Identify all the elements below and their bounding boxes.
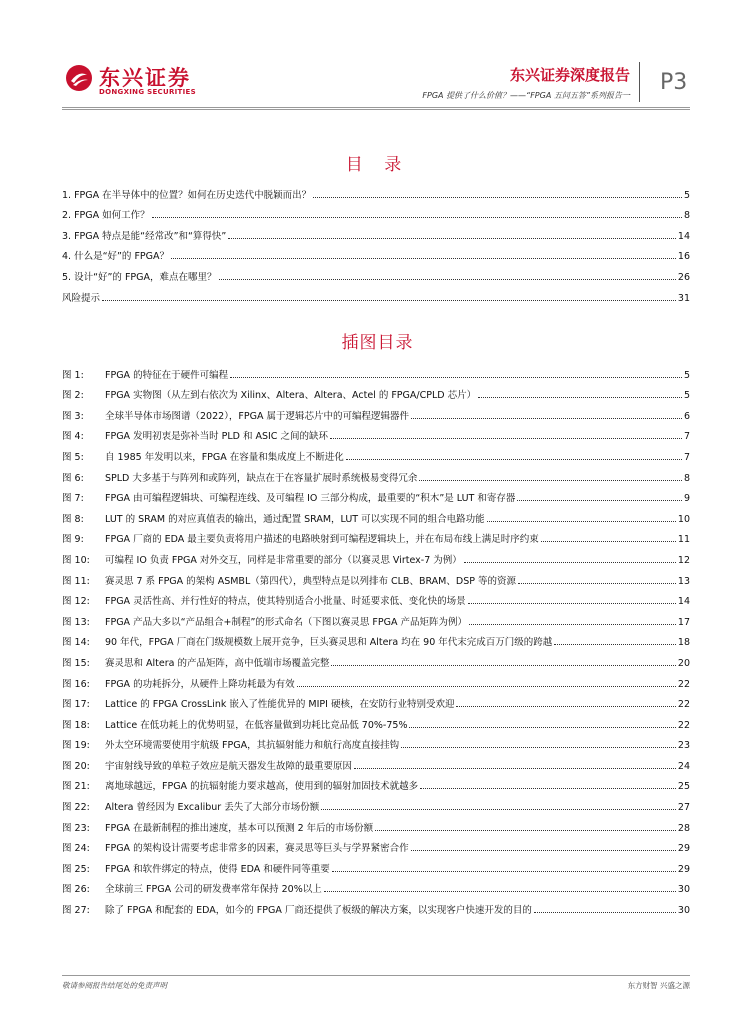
page-ref: 23 (677, 740, 690, 752)
page-ref: 22 (677, 678, 690, 690)
figure-number: 图 2: (62, 390, 84, 402)
leader-dots (375, 830, 676, 831)
figure-entry[interactable] (62, 463, 690, 484)
leader-dots (321, 809, 676, 810)
page-header (0, 0, 755, 112)
figure-caption: FPGA 实物图（从左到右依次为 Xilinx、Altera、Altera、Actel 的 FPGA/CPLD 芯片） (105, 390, 477, 402)
footer-disclaimer: 敬请参阅报告结尾处的免责声明 (62, 981, 167, 990)
toc-list (62, 180, 690, 304)
figure-entry[interactable] (62, 772, 690, 793)
page-ref: 22 (677, 699, 690, 711)
page-ref: 6 (683, 410, 690, 422)
figure-caption: 赛灵思 7 系 FPGA 的架构 ASMBL（第四代），典型特点是以列排布 CLB、BRAM、DSP 等的资源 (105, 575, 516, 587)
header-rule (62, 107, 690, 108)
figure-entry[interactable] (62, 834, 690, 855)
page-ref: 17 (677, 616, 690, 628)
leader-dots (330, 438, 682, 439)
logo-mark-icon (65, 64, 93, 92)
figure-number: 图 14: (62, 637, 90, 649)
toc-entry[interactable] (62, 283, 690, 304)
header-rule-second (62, 109, 690, 110)
figure-caption: 90 年代，FPGA 厂商在门级规模数上展开竞争，巨头赛灵思和 Altera 均在 90 年代末完成百万门级的跨越 (105, 637, 553, 649)
page-ref: 30 (677, 905, 690, 917)
figure-number: 图 1: (62, 369, 84, 381)
figure-number: 图 4: (62, 431, 84, 443)
figure-caption: 外太空环境需要使用宇航级 FPGA，其抗辐射能力和航行高度直接挂钩 (105, 740, 400, 752)
page-ref: 26 (677, 271, 690, 283)
figure-caption: Lattice 的 FPGA CrossLink 嵌入了性能优异的 MIPI 硬核，在安防行业特别受欢迎 (105, 699, 455, 711)
page-ref: 29 (677, 843, 690, 855)
leader-dots (518, 583, 676, 584)
figure-number: 图 8: (62, 513, 84, 525)
toc-entry-label: 4. 什么是“好”的 FPGA？ (62, 251, 170, 263)
figure-number: 图 3: (62, 410, 84, 422)
leader-dots (354, 768, 676, 769)
toc-entry[interactable] (62, 221, 690, 242)
figure-entry[interactable] (62, 587, 690, 608)
leader-dots (313, 197, 682, 198)
page-ref: 31 (677, 292, 690, 304)
figure-caption: 除了 FPGA 和配套的 EDA，如今的 FPGA 厂商还提供了板级的解决方案，以实现客户快速开发的目的 (105, 905, 532, 917)
page-ref: 27 (677, 802, 690, 814)
leader-dots (419, 480, 682, 481)
report-subtitle: FPGA 提供了什么价值？——“FPGA 五问五答”系列报告一 (422, 91, 630, 100)
figure-caption: FPGA 和软件绑定的特点，使得 EDA 和硬件同等重要 (105, 863, 330, 875)
figure-caption: 离地球越远，FPGA 的抗辐射能力要求越高，使用到的辐射加固技术就越多 (105, 781, 419, 793)
page-number: P3 (660, 70, 688, 95)
leader-dots (478, 397, 682, 398)
toc-entry-label: 3. FPGA 特点是能“经常改”和“算得快” (62, 230, 227, 242)
leader-dots (331, 665, 675, 666)
figure-number: 图 9: (62, 534, 84, 546)
leader-dots (401, 747, 676, 748)
figure-entry[interactable] (62, 710, 690, 731)
figure-number: 图 23: (62, 822, 90, 834)
figure-caption: FPGA 的功耗拆分，从硬件上降功耗最为有效 (105, 678, 295, 690)
leader-dots (228, 238, 676, 239)
toc-entry-label: 风险提示 (62, 292, 101, 304)
figure-entry[interactable] (62, 504, 690, 525)
leader-dots (420, 788, 676, 789)
leader-dots (332, 871, 676, 872)
figure-number: 图 22: (62, 802, 90, 814)
figure-entry[interactable] (62, 381, 690, 402)
leader-dots (541, 541, 676, 542)
figure-caption: FPGA 的特征在于硬件可编程 (105, 369, 229, 381)
figure-number: 图 17: (62, 699, 90, 711)
figure-entry[interactable] (62, 875, 690, 896)
figure-caption: FPGA 厂商的 EDA 最主要负责将用户描述的电路映射到可编程逻辑块上，并在布局布线上满足时序约束 (105, 534, 539, 546)
logo-text-en: DONGXING SECURITIES (99, 88, 196, 96)
figure-entry[interactable] (62, 648, 690, 669)
figure-caption: 赛灵思和 Altera 的产品矩阵，高中低端市场覆盖完整 (105, 657, 330, 669)
page-ref: 8 (683, 472, 690, 484)
page-ref: 5 (683, 369, 690, 381)
figure-entry[interactable] (62, 525, 690, 546)
figure-caption: 宇宙射线导致的单粒子效应是航天器发生故障的最重要原因 (105, 760, 353, 772)
logo-text-cn: 东兴证券 (99, 66, 191, 90)
figure-entry[interactable] (62, 422, 690, 443)
figure-entry[interactable] (62, 484, 690, 505)
page-ref: 13 (677, 575, 690, 587)
figure-caption: 自 1985 年发明以来，FPGA 在容量和集成度上不断进化 (105, 451, 344, 463)
figure-caption: FPGA 灵活性高、并行性好的特点，使其特别适合小批量、时延要求低、变化快的场景 (105, 596, 466, 608)
toc-entry-label: 1. FPGA 在半导体中的位置？如何在历史迭代中脱颖而出？ (62, 189, 312, 201)
page-ref: 7 (683, 451, 690, 463)
leader-dots (554, 644, 676, 645)
figure-number: 图 16: (62, 678, 90, 690)
figure-number: 图 25: (62, 863, 90, 875)
page-ref: 10 (677, 513, 690, 525)
page-ref: 9 (683, 493, 690, 505)
page-ref: 24 (677, 760, 690, 772)
leader-dots (468, 603, 676, 604)
figure-number: 图 27: (62, 905, 90, 917)
leader-dots (171, 258, 676, 259)
leader-dots (469, 624, 676, 625)
toc-entry[interactable] (62, 262, 690, 283)
page-ref: 14 (677, 230, 690, 242)
page-ref: 7 (683, 431, 690, 443)
page-ref: 12 (677, 554, 690, 566)
page-ref: 29 (677, 863, 690, 875)
figure-caption: LUT 的 SRAM 的对应真值表的输出，通过配置 SRAM，LUT 可以实现不同的组合电路功能 (105, 513, 485, 525)
figure-caption: FPGA 产品大多以“产品组合+制程”的形式命名（下图以赛灵思 FPGA 产品矩阵为例） (105, 616, 467, 628)
page-ref: 5 (683, 189, 690, 201)
leader-dots (409, 727, 675, 728)
figure-entry[interactable] (62, 895, 690, 916)
leader-dots (534, 912, 676, 913)
figure-caption: FPGA 在最新制程的推出速度，基本可以预测 2 年后的市场份额 (105, 822, 374, 834)
figure-entry[interactable] (62, 360, 690, 381)
toc-entry[interactable] (62, 180, 690, 201)
page-ref: 8 (683, 210, 690, 222)
page-ref: 11 (677, 534, 690, 546)
page-ref: 14 (677, 596, 690, 608)
figure-number: 图 21: (62, 781, 90, 793)
page-ref: 28 (677, 822, 690, 834)
figure-caption: Lattice 在低功耗上的优势明显，在低容量做到功耗比竞品低 70%-75% (105, 719, 408, 731)
figure-number: 图 11: (62, 575, 90, 587)
leader-dots (324, 891, 676, 892)
figure-entry[interactable] (62, 854, 690, 875)
figure-number: 图 20: (62, 760, 90, 772)
footer-slogan: 东方财智 兴盛之源 (627, 981, 690, 990)
toc-title: 目 录 (345, 155, 410, 175)
figure-entry[interactable] (62, 751, 690, 772)
leader-dots (487, 521, 676, 522)
page-ref: 20 (677, 657, 690, 669)
figure-number: 图 13: (62, 616, 90, 628)
figure-entry[interactable] (62, 607, 690, 628)
leader-dots (152, 217, 682, 218)
figure-number: 图 18: (62, 719, 90, 731)
figure-entry[interactable] (62, 566, 690, 587)
figures-title: 插图目录 (341, 333, 414, 353)
figure-caption: FPGA 的架构设计需要考虑非常多的因素，赛灵思等巨头与学界紧密合作 (105, 843, 409, 855)
leader-dots (297, 686, 676, 687)
figure-entry[interactable] (62, 628, 690, 649)
company-logo (65, 62, 195, 102)
page-ref: 30 (677, 884, 690, 896)
header-divider (639, 62, 640, 102)
figure-entry[interactable] (62, 813, 690, 834)
toc-entry-label: 2. FPGA 如何工作？ (62, 210, 150, 222)
figure-number: 图 12: (62, 596, 90, 608)
figure-number: 图 24: (62, 843, 90, 855)
figure-number: 图 15: (62, 657, 90, 669)
toc-entry[interactable] (62, 201, 690, 222)
figure-number: 图 5: (62, 451, 84, 463)
report-brand: 东兴证券深度报告 (509, 66, 630, 84)
leader-dots (102, 300, 676, 301)
figure-entry[interactable] (62, 690, 690, 711)
figure-entry[interactable] (62, 545, 690, 566)
footer-rule (62, 975, 690, 976)
figure-entry[interactable] (62, 731, 690, 752)
leader-dots (411, 418, 682, 419)
toc-entry-label: 5. 设计“好”的 FPGA，难点在哪里？ (62, 271, 217, 283)
figure-entry[interactable] (62, 669, 690, 690)
leader-dots (411, 850, 676, 851)
toc-entry[interactable] (62, 242, 690, 263)
figures-list (62, 360, 690, 916)
leader-dots (346, 459, 682, 460)
leader-dots (456, 706, 675, 707)
figure-number: 图 7: (62, 493, 84, 505)
figure-entry[interactable] (62, 401, 690, 422)
leader-dots (219, 279, 676, 280)
page-ref: 16 (677, 251, 690, 263)
leader-dots (230, 377, 682, 378)
figure-number: 图 19: (62, 740, 90, 752)
page-ref: 18 (677, 637, 690, 649)
figure-caption: FPGA 发明初衷是弥补当时 PLD 和 ASIC 之间的缺环 (105, 431, 328, 443)
page-ref: 22 (677, 719, 690, 731)
page-ref: 25 (677, 781, 690, 793)
leader-dots (517, 500, 682, 501)
figure-entry[interactable] (62, 442, 690, 463)
page-ref: 5 (683, 390, 690, 402)
figure-number: 图 26: (62, 884, 90, 896)
figure-caption: 全球半导体市场图谱（2022），FPGA 属于逻辑芯片中的可编程逻辑器件 (105, 410, 410, 422)
leader-dots (464, 562, 676, 563)
figure-caption: 可编程 IO 负责 FPGA 对外交互，同样是非常重要的部分（以赛灵思 Virtex-7 为例） (105, 554, 462, 566)
figure-entry[interactable] (62, 792, 690, 813)
figure-caption: SPLD 大多基于与阵列和或阵列，缺点在于在容量扩展时系统极易变得冗余 (105, 472, 418, 484)
figure-number: 图 6: (62, 472, 84, 484)
figure-caption: 全球前三 FPGA 公司的研发费率常年保持 20%以上 (105, 884, 322, 896)
figure-caption: FPGA 由可编程逻辑块、可编程连线、及可编程 IO 三部分构成，最重要的“积木”是 LUT 和寄存器 (105, 493, 516, 505)
figure-number: 图 10: (62, 554, 90, 566)
figure-caption: Altera 曾经因为 Excalibur 丢失了大部分市场份额 (105, 802, 320, 814)
